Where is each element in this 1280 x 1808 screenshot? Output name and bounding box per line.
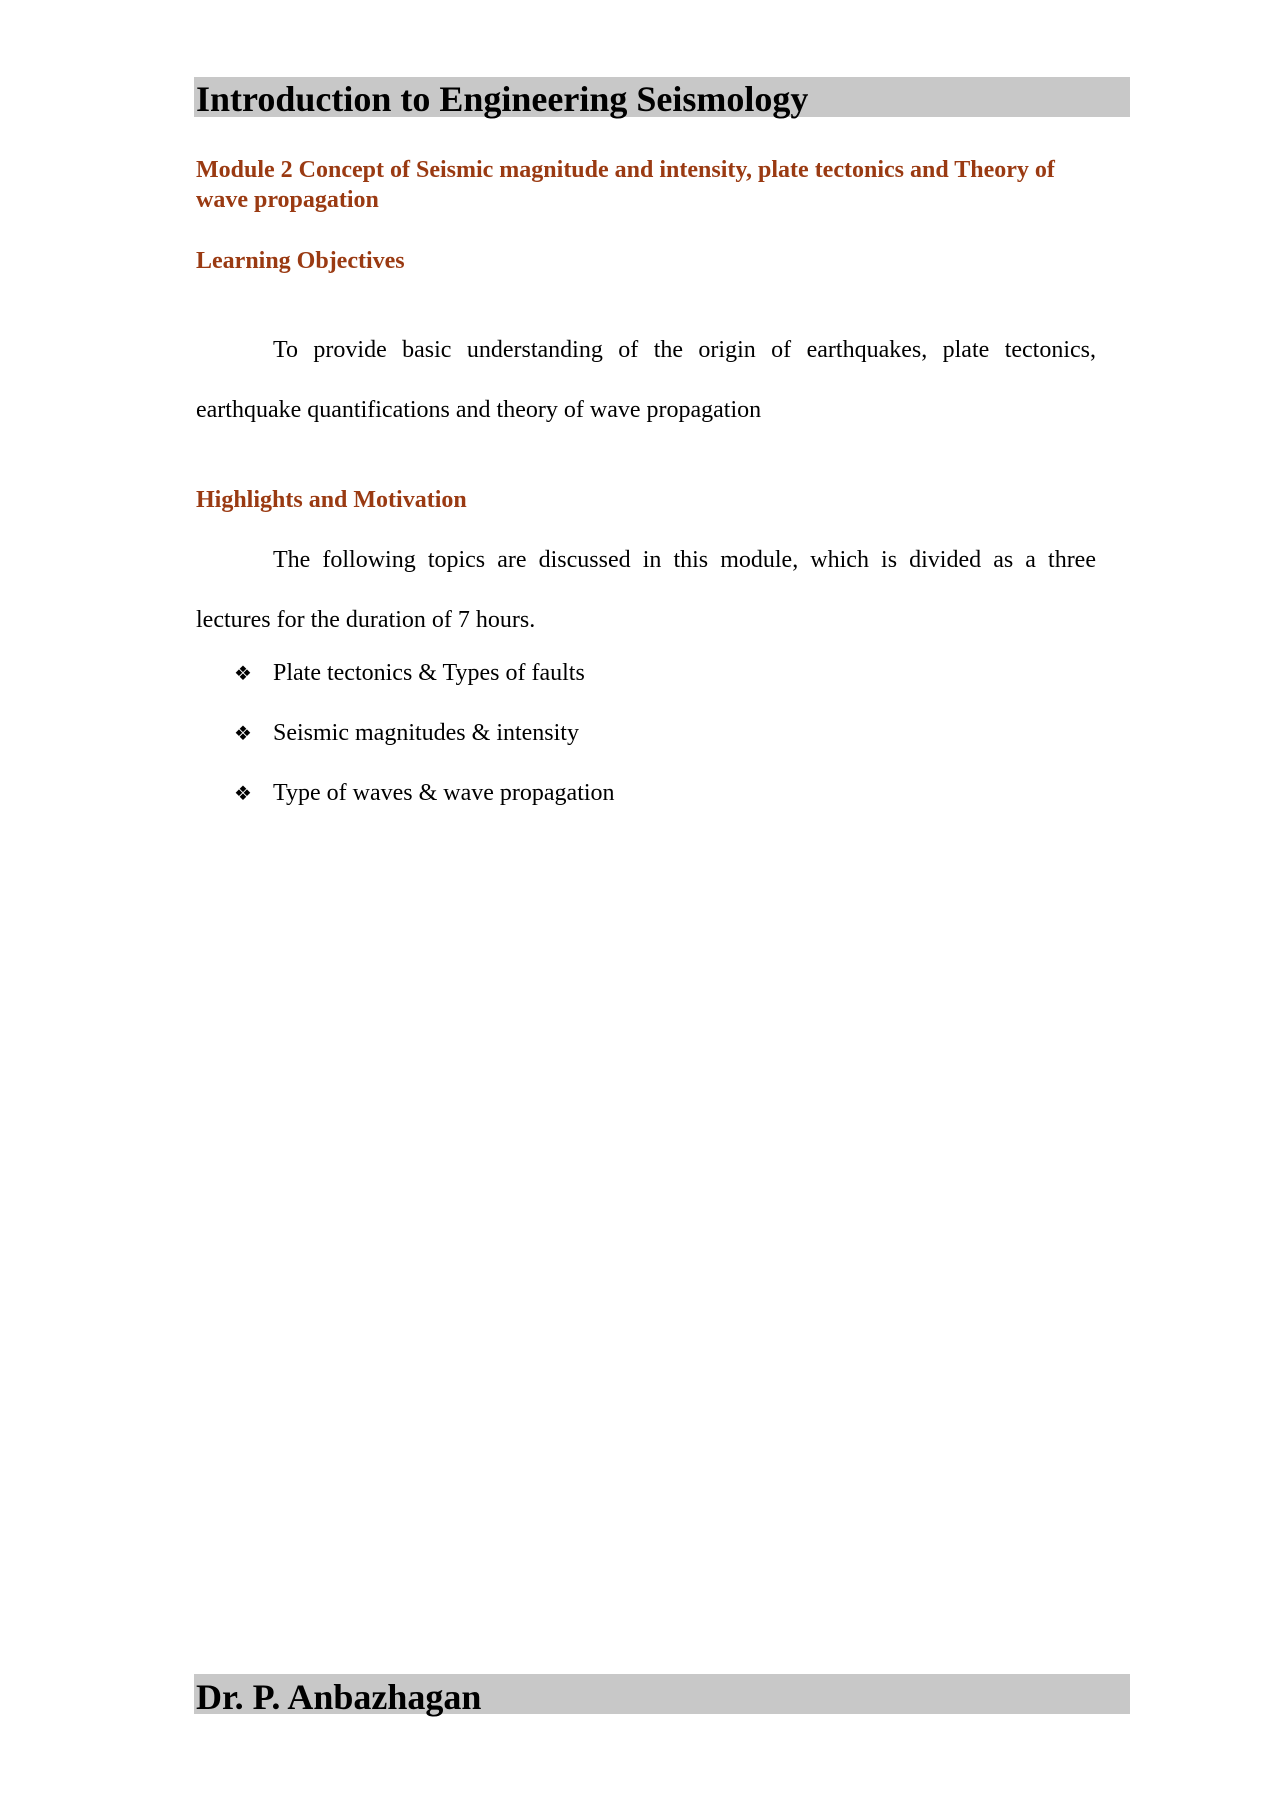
list-item-label: Seismic magnitudes & intensity — [273, 720, 579, 746]
list-item — [234, 718, 615, 778]
learning-objectives-paragraph — [196, 320, 1096, 440]
list-item — [234, 658, 615, 718]
list-item-label: Plate tectonics & Types of faults — [273, 660, 585, 686]
learning-objectives-text: To provide basic understanding of the origin of earthquakes, plate tectonics, earthquake quantifications and theory of wave propagation — [196, 337, 1096, 423]
course-title: Introduction to Engineering Seismology — [196, 79, 809, 119]
topic-list — [234, 658, 615, 838]
diamond-bullet-icon: ❖ — [234, 721, 252, 745]
list-item — [234, 778, 615, 838]
author-name: Dr. P. Anbazhagan — [196, 1677, 482, 1717]
diamond-bullet-icon: ❖ — [234, 781, 252, 805]
learning-objectives-heading: Learning Objectives — [196, 248, 405, 274]
diamond-bullet-icon: ❖ — [234, 661, 252, 685]
highlights-heading: Highlights and Motivation — [196, 487, 467, 513]
highlights-text: The following topics are discussed in this module, which is divided as a three lectures for the duration of 7 hours. — [196, 547, 1096, 633]
highlights-paragraph — [196, 530, 1096, 650]
module-title: Module 2 Concept of Seismic magnitude and intensity, plate tectonics and Theory of wave propagation — [196, 157, 1055, 213]
list-item-label: Type of waves & wave propagation — [273, 780, 615, 806]
